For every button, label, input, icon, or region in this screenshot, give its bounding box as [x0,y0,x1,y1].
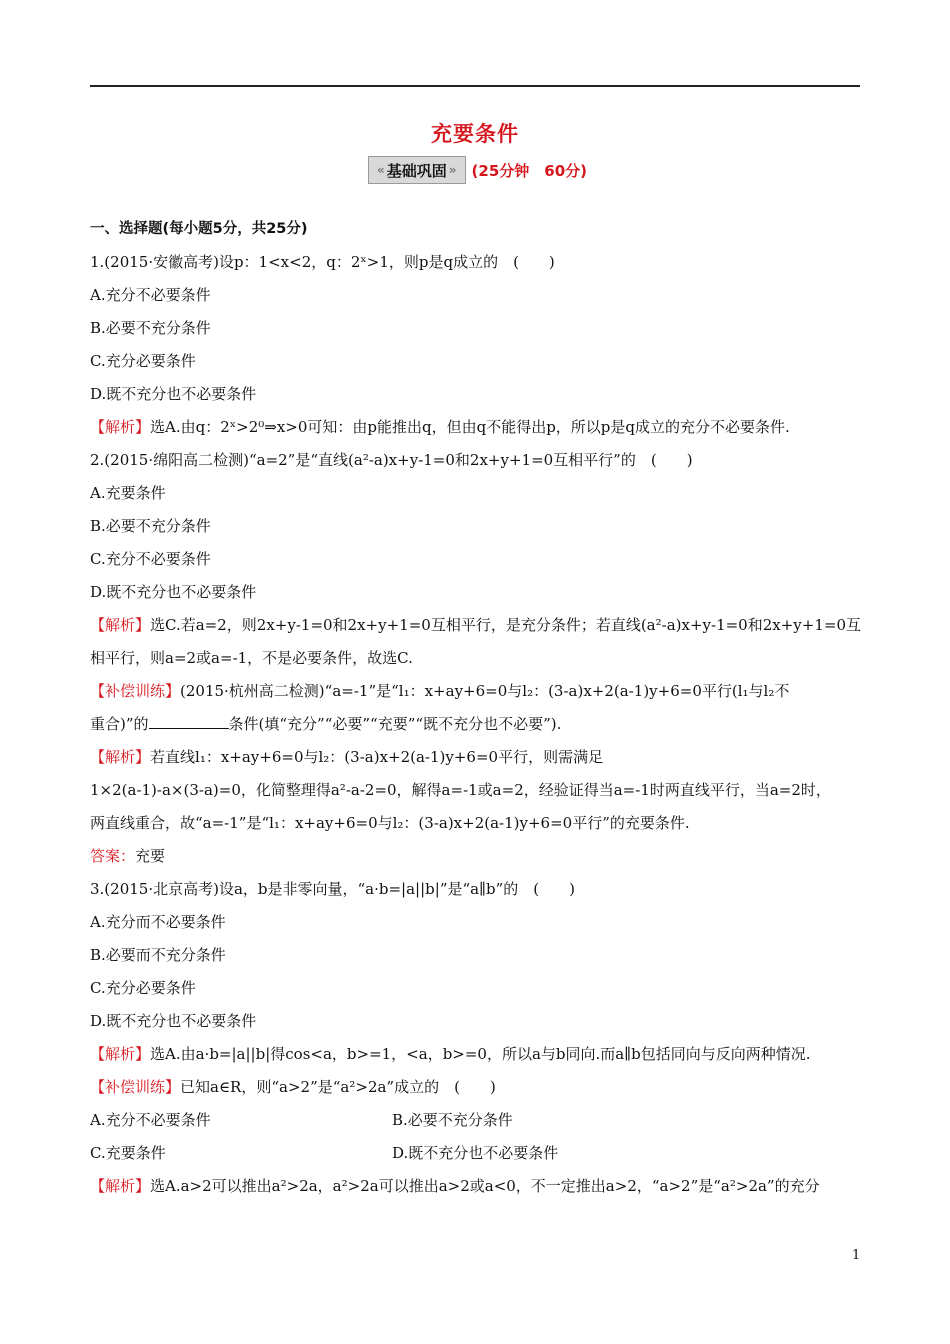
option-d: D.既不充分也不必要条件 [90,583,257,601]
extra-tag: 【补偿训练】 [90,1078,181,1096]
header-rule [90,85,860,87]
page-number: 1 [852,1248,861,1263]
extra-practice-1-cont [90,708,865,741]
option-c: C.充分必要条件 [90,352,196,370]
option-d: D.既不充分也不必要条件 [90,1012,257,1030]
option-d: D.既不充分也不必要条件 [90,385,257,403]
option-b: B.必要不充分条件 [90,517,211,535]
option-c: C.充分必要条件 [90,979,196,997]
option-a: A.充分不必要条件 [90,286,211,304]
solution-3-cont: 两直线重合，故“a=-1”是“l₁：x+ay+6=0与l₂：(3-a)x+2(a-1)y+6=0平行”的充要条件. [90,814,690,832]
document-body [90,213,865,1203]
question-2: 2.(2015·绵阳高二检测)“a=2”是“直线(a²-a)x+y-1=0和2x+y+1=0互相平行”的 ( ) [90,451,693,469]
solution-2-cont: 相平行，则a=2或a=-1，不是必要条件，故选C. [90,649,413,667]
right-quote-icon: » [448,163,457,177]
solution-text: 选A.由q：2ˣ>2⁰⇒x>0可知：由p能推出q，但由q不能得出p，所以p是q成立的充分不必要条件. [150,418,790,436]
solution-4 [90,1038,865,1071]
solution-tag: 【解析】 [90,418,151,436]
answer-text: 充要 [135,847,166,865]
extra-text: (2015·杭州高二检测)“a=-1”是“l₁：x+ay+6=0与l₂：(3-a)x+2(a-1)y+6=0平行(l₁与l₂不 [180,682,790,700]
page-title: 充要条件 [431,122,519,146]
section-badge-label: 基础巩固 [386,161,447,180]
section-header [368,156,587,184]
solution-text: 若直线l₁：x+ay+6=0与l₂：(3-a)x+2(a-1)y+6=0平行，则需满足 [150,748,604,766]
extra-practice-2 [90,1071,865,1104]
solution-text: 选A.a>2可以推出a²>2a，a²>2a可以推出a>2或a<0，不一定推出a>2，“a>2”是“a²>2a”的充分 [150,1177,820,1195]
solution-tag: 【解析】 [90,1177,151,1195]
extra-practice-1 [90,675,865,708]
solution-1 [90,411,865,444]
extra-tag: 【补偿训练】 [90,682,181,700]
question-1: 1.(2015·安徽高考)设p：1<x<2，q：2ˣ>1，则p是q成立的 ( ) [90,253,555,271]
solution-tag: 【解析】 [90,1045,151,1063]
option-a: A.充分不必要条件 [90,1111,211,1129]
solution-text: 选C.若a=2，则2x+y-1=0和2x+y+1=0互相平行，是充分条件；若直线(a²-a)x+y-1=0和2x+y+1=0互 [150,616,861,634]
section-badge [368,156,466,184]
left-quote-icon: « [377,163,385,177]
solution-5 [90,1170,865,1203]
fill-blank [149,712,229,729]
option-b: B.必要不充分条件 [392,1111,513,1129]
solution-tag: 【解析】 [90,616,151,634]
solution-3 [90,741,865,774]
extra-text: 已知a∈R，则“a>2”是“a²>2a”成立的 ( ) [180,1078,496,1096]
solution-tag: 【解析】 [90,748,151,766]
option-c: C.充要条件 [90,1144,166,1162]
extra-options-row [90,1104,865,1137]
extra-text: 条件(填“充分”“必要”“充要”“既不充分也不必要”). [228,715,562,733]
solution-3-cont: 1×2(a-1)-a×(3-a)=0，化简整理得a²-a-2=0，解得a=-1或a=2，经验证得当a=-1时两直线平行，当a=2时， [90,781,831,799]
question-3: 3.(2015·北京高考)设a，b是非零向量，“a·b=|a||b|”是“a∥b”的 ( ) [90,880,575,898]
extra-options-row [90,1137,865,1170]
answer-line [90,840,865,873]
option-a: A.充要条件 [90,484,166,502]
option-a: A.充分而不必要条件 [90,913,226,931]
option-b: B.必要而不充分条件 [90,946,226,964]
option-c: C.充分不必要条件 [90,550,211,568]
answer-label: 答案： [90,847,136,865]
timing-label: (25分钟 60分) [471,161,588,180]
option-d: D.既不充分也不必要条件 [392,1144,559,1162]
option-b: B.必要不充分条件 [90,319,211,337]
extra-text: 重合)”的 [90,715,149,733]
solution-2 [90,609,865,642]
section-heading: 一、选择题(每小题5分，共25分) [90,221,308,237]
solution-text: 选A.由a·b=|a||b|得cos<a，b>=1，<a，b>=0，所以a与b同向.而a∥b包括同向与反向两种情况. [150,1045,811,1063]
